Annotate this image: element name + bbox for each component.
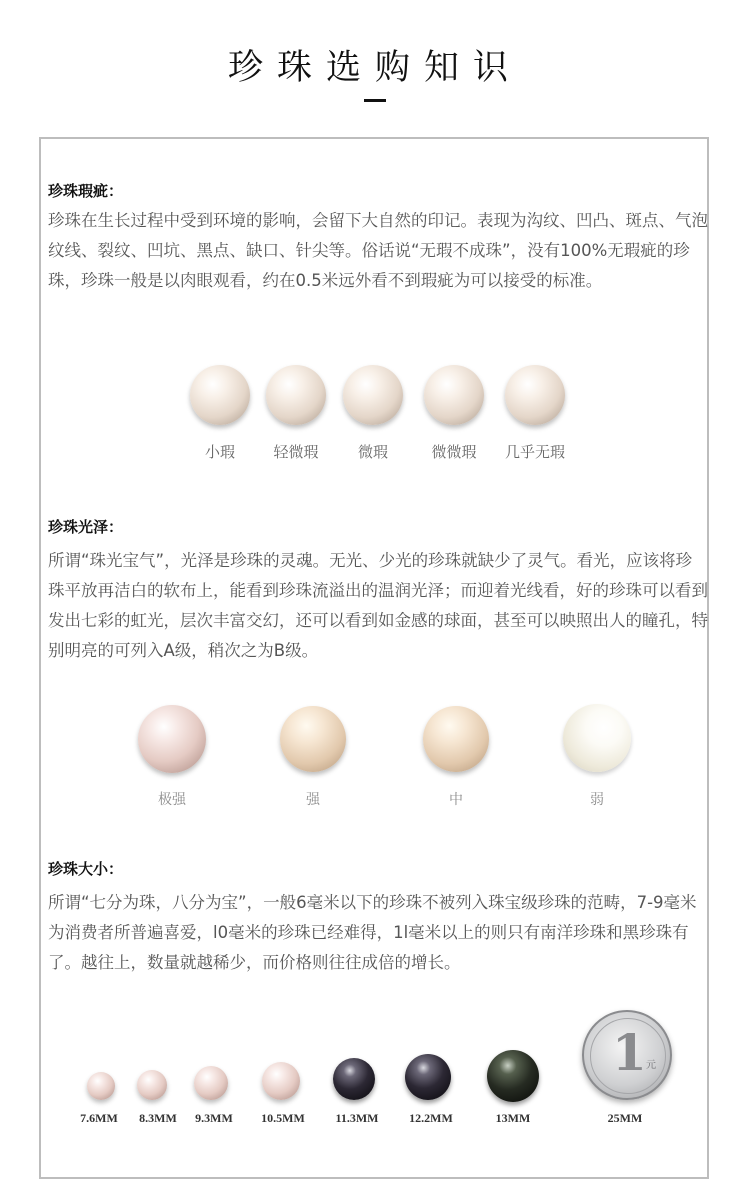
section-heading-luster: 珍珠光泽： <box>48 518 124 536</box>
pearl-image-weak-luster <box>563 704 631 772</box>
coin-image <box>582 1010 672 1100</box>
section-body-luster: 所谓“珠光宝气”，光泽是珍珠的灵魂。无光、少光的珍珠就缺少了灵气。看光，应该将珍珠平放再洁白的软布上，能看到珍珠流溢出的温润光泽；而迎着光线看，好的珍珠可以看到发出七彩的虹光，层次丰富交幻，还可以看到如金感的球面，甚至可以映照出人的瞳孔，特别明亮的可列入A级，稍次之为B级。 <box>48 551 708 660</box>
size-label: 9.3MM <box>195 1111 233 1125</box>
luster-label: 中 <box>449 792 463 808</box>
pearl-image-very-slight-flaw <box>424 365 484 425</box>
pearl-image-10-5mm <box>262 1062 300 1100</box>
size-label: 25MM <box>607 1111 643 1125</box>
size-label: 13MM <box>495 1111 531 1125</box>
blemish-label: 几乎无瑕 <box>504 443 565 461</box>
pearl-image-slight-flaw <box>343 365 403 425</box>
pearl-image-light-flaw <box>266 365 326 425</box>
pearl-image-medium-luster <box>423 706 489 772</box>
section-body-size: 所谓“七分为珠，八分为宝”，一般6毫米以下的珍珠不被列入珠宝级珍珠的范畴，7-9毫米为消费者所普遍喜爱，l0毫米的珍珠已经难得，1l毫米以上的则只有南洋珍珠和黑珍珠有了。越往上，数量就越稀少，而价格则往往成倍的增长。 <box>48 893 697 972</box>
title-underline <box>364 99 386 102</box>
size-label: 7.6MM <box>80 1111 118 1125</box>
pearl-image-11-3mm <box>333 1058 375 1100</box>
luster-label: 弱 <box>590 792 604 808</box>
size-label: 12.2MM <box>409 1111 453 1125</box>
coin-numeral: 1 <box>612 1023 647 1082</box>
section-body-blemish: 珍珠在生长过程中受到环境的影响，会留下大自然的印记。表现为沟纹、凹凸、斑点、气泡纹线、裂纹、凹坑、黑点、缺口、针尖等。俗话说“无瑕不成珠”，没有100%无瑕疵的珍珠，珍珠一般是以肉眼观看，约在0.5米远外看不到瑕疵为可以接受的标准。 <box>48 211 708 290</box>
pearl-image-9-3mm <box>194 1066 228 1100</box>
luster-label: 强 <box>306 792 320 808</box>
blemish-label: 微微瑕 <box>431 443 477 461</box>
blemish-label: 微瑕 <box>357 443 388 461</box>
luster-label: 极强 <box>158 792 186 808</box>
pearl-image-very-strong-luster <box>138 705 206 773</box>
pearl-image-small-flaw <box>190 365 250 425</box>
page-title: 珍珠选购知识 <box>227 48 522 88</box>
blemish-label: 小瑕 <box>204 443 235 461</box>
pearl-image-nearly-flawless <box>505 365 565 425</box>
pearl-image-7-6mm <box>87 1072 115 1100</box>
size-label: 10.5MM <box>261 1111 305 1125</box>
pearl-image-8-3mm <box>137 1070 167 1100</box>
section-heading-size: 珍珠大小： <box>48 860 124 878</box>
blemish-label: 轻微瑕 <box>273 443 319 461</box>
size-label: 11.3MM <box>335 1111 379 1125</box>
pearl-image-13mm <box>487 1050 539 1102</box>
size-label: 8.3MM <box>139 1111 177 1125</box>
pearl-image-12-2mm <box>405 1054 451 1100</box>
pearl-image-strong-luster <box>280 706 346 772</box>
section-heading-blemish: 珍珠瑕疵： <box>48 182 124 200</box>
coin-unit: 元 <box>646 1060 656 1071</box>
